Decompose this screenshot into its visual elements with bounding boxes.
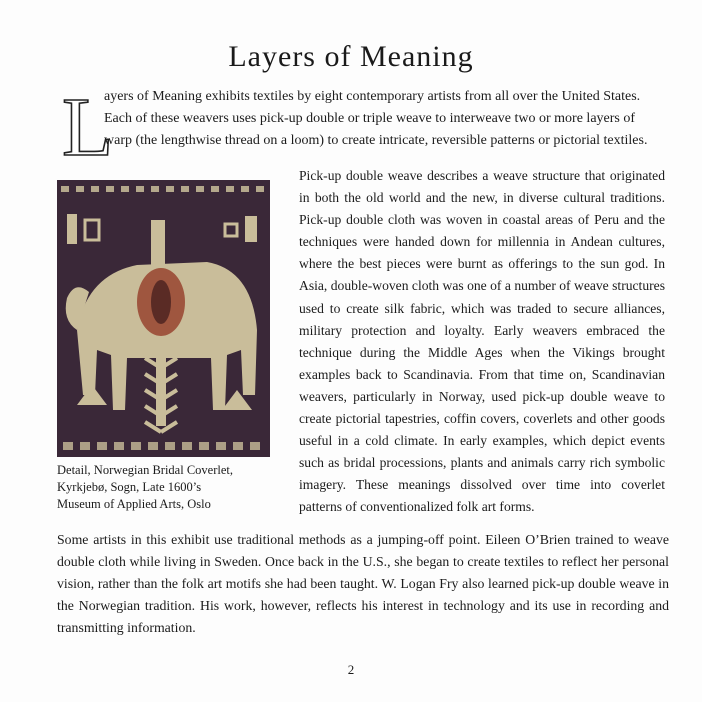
border-motif <box>121 186 129 192</box>
border-motif <box>166 186 174 192</box>
caption-line: Kyrkjebø, Sogn, Late 1600’s <box>57 480 202 494</box>
border-motif <box>91 186 99 192</box>
border-motif <box>165 442 175 450</box>
body-paragraph: Pick-up double weave describes a weave structure that originated in both the old world and the new, in diverse cultural traditions. Pick-up double cloth was woven in coastal areas of Peru and the techniques were handed down for millennia in Andean cultures, where the best pieces were burnt as offerings to the sun god. In Asia, double-woven cloth was one of a number of weave structures used to create silk fabric, which was traded to secure alliances, military protection and loyalty. Early weavers embraced the technique during the Middle Ages when the Vikings brought examples back to Scandinavia. From that time on, Scandinavian weavers, particularly in Norway, used pick-up double weave to create pictorial tapestries, coffin covers, coverlets and other goods useful in a cold climate. In early examples, which depict events such as bridal processions, plants and animals carry rich symbolic imagery. These meanings dissolved over time into coverlet patterns of conventionalized folk art forms. <box>299 168 665 515</box>
border-motif <box>97 442 107 450</box>
border-motif <box>196 186 204 192</box>
border-motif <box>256 186 264 192</box>
border-motif <box>233 442 243 450</box>
coverlet-photo <box>57 180 270 457</box>
page-title: Layers of Meaning <box>228 40 474 73</box>
border-motif <box>226 186 234 192</box>
side-motif <box>245 216 257 242</box>
page-number: 2 <box>347 662 355 677</box>
caption-line: Detail, Norwegian Bridal Coverlet, <box>57 463 233 477</box>
figure-caption <box>57 462 287 513</box>
border-motif <box>211 186 219 192</box>
intro-paragraph: ayers of Meaning exhibits textiles by eight contemporary artists from all over the United States. Each of these weavers uses pick-up double or triple weave to interweave two or more layers of warp (the lengthwise thread on a loom) to create intricate, reversible patterns or pictorial textiles. <box>104 89 648 148</box>
border-motif <box>182 442 192 450</box>
border-motif <box>151 186 159 192</box>
border-motif <box>131 442 141 450</box>
caption-line: Museum of Applied Arts, Oslo <box>57 497 211 511</box>
side-motif <box>67 214 77 244</box>
border-motif <box>199 442 209 450</box>
border-motif <box>80 442 90 450</box>
coverlet-image <box>57 180 270 457</box>
border-motif <box>106 186 114 192</box>
border-motif <box>181 186 189 192</box>
border-motif <box>63 442 73 450</box>
border-motif <box>250 442 260 450</box>
border-motif <box>114 442 124 450</box>
border-motif <box>241 186 249 192</box>
border-motif <box>216 442 226 450</box>
border-motif <box>136 186 144 192</box>
closing-paragraph: Some artists in this exhibit use traditional methods as a jumping-off point. Eileen O’Brien trained to weave double cloth while living in Sweden. Once back in the U.S., she began to create textiles to reflect her personal vision, rather than the folk art motifs she had been taught. W. Logan Fry also learned pick-up double weave in the Norwegian tradition. His work, however, reflects his interest in technology and its use in recording and transmitting information. <box>57 532 669 635</box>
central-figure-inner <box>151 280 171 324</box>
drop-cap: L <box>62 81 114 174</box>
border-motif <box>76 186 84 192</box>
border-motif <box>148 442 158 450</box>
border-motif <box>61 186 69 192</box>
